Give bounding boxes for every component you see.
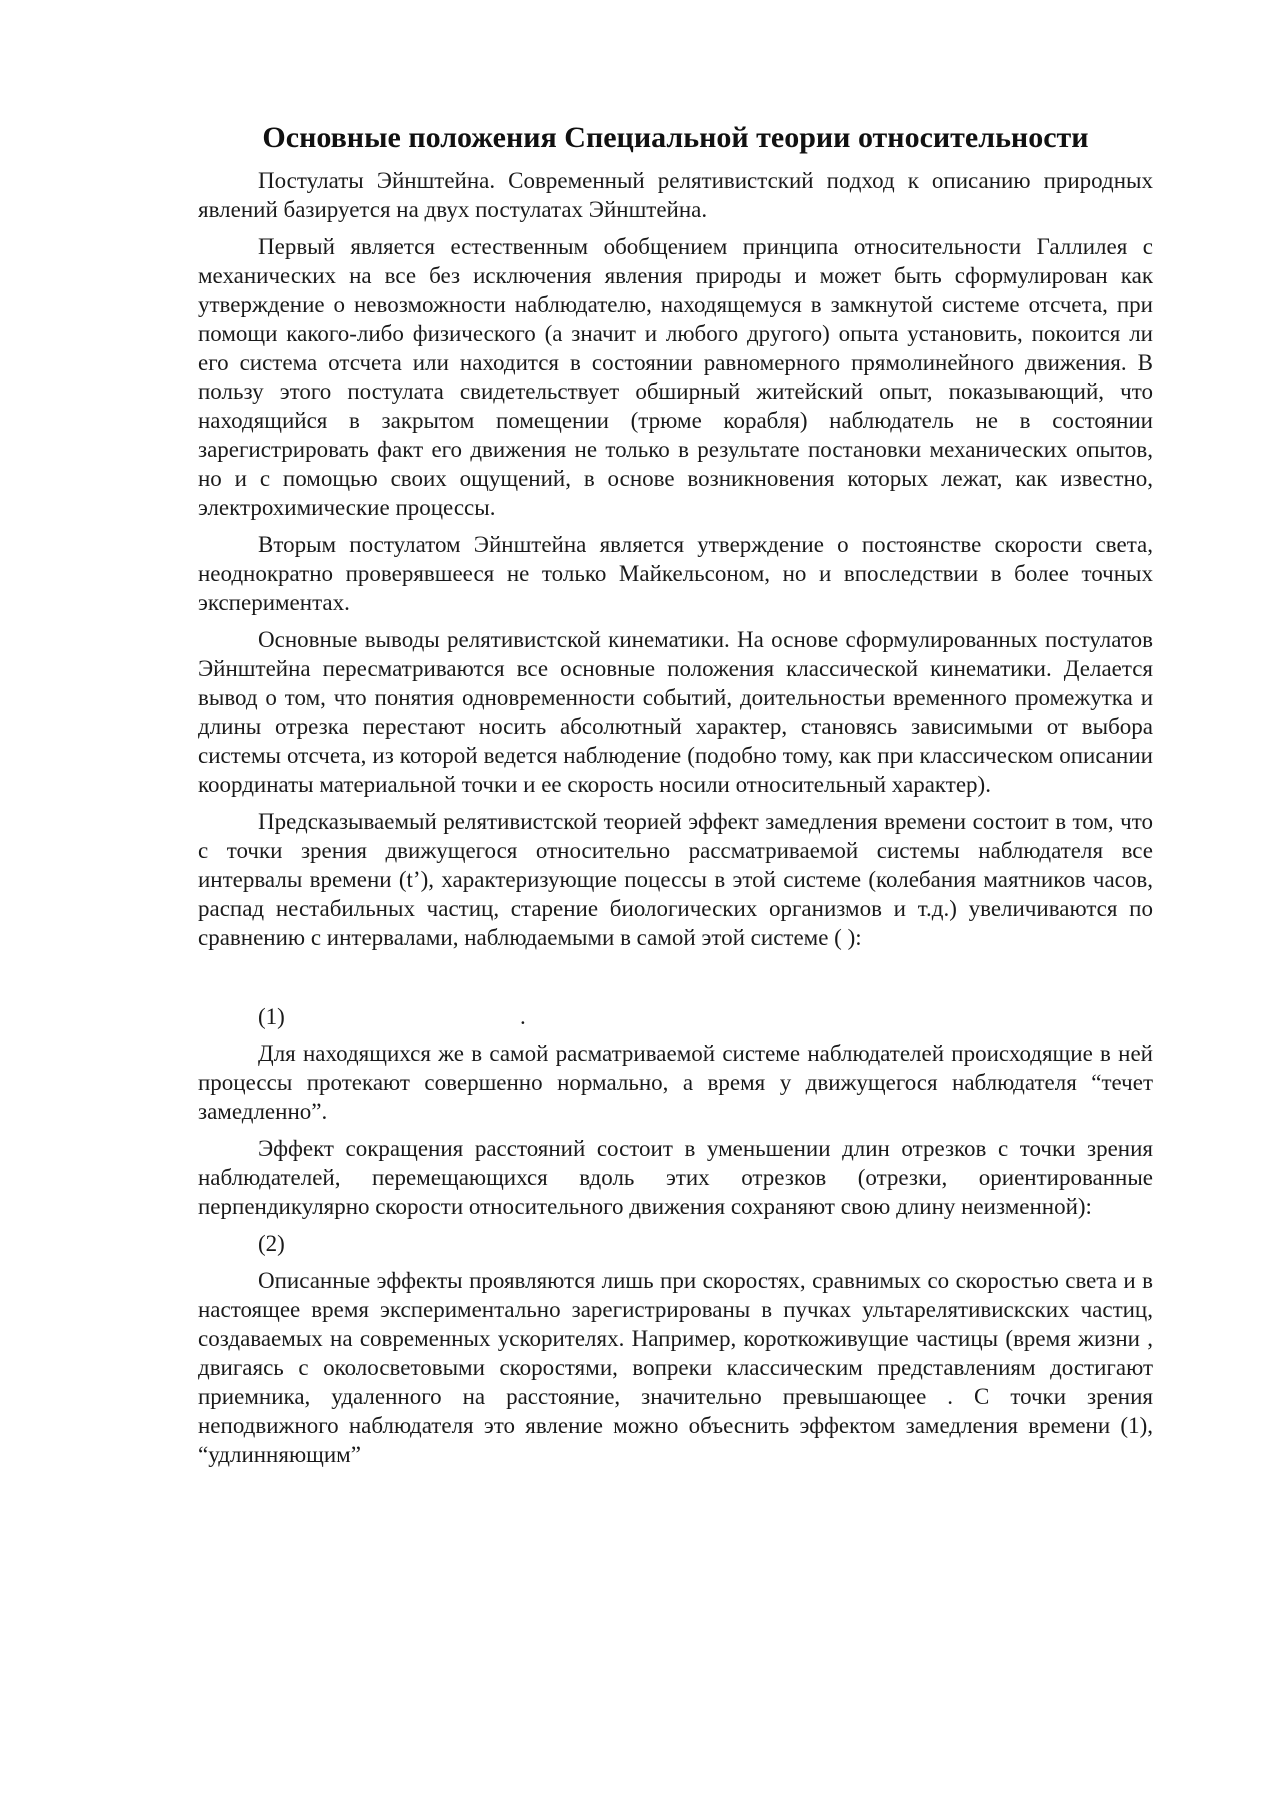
paragraph-first-postulate: Первый является естественным обобщением принципа относительности Галлилея с механических на все без исключения явления природы и может быть сформулирован как утверждение о невозможности наблюдателю, находящемуся в замкнутой системе отсчета, при помощи какого-либо физического (а значит и любого другого) опыта установить, покоится ли его система отсчета или находится в состоянии равномерного прямолинейного движения. В пользу этого постулата свидетельствует обширный житейский опыт, показывающий, что находящийся в закрытом помещении (трюме корабля) наблюдатель не в состоянии зарегистрировать факт его движения не только в результате постановки механических опытов, но и с помощью своих ощущений, в основе возникновения которых лежат, как известно, электрохимические процессы. (198, 234, 1153, 520)
equation-1-number: (1) (258, 1004, 285, 1029)
paragraph-postulates-intro: Постулаты Эйнштейна. Современный релятивистский подход к описанию природных явлений базируется на двух постулатах Эйнштейна. (198, 168, 1153, 222)
equation-2-number: (2) (258, 1231, 285, 1256)
document-title: Основные положения Специальной теории относительности (262, 121, 1089, 154)
equation-1-trailing: . (520, 1004, 526, 1029)
paragraph-relativistic-kinematics: Основные выводы релятивистской кинематики. На основе сформулированных постулатов Эйнштейна пересматриваются все основные положения классической кинематики. Делается вывод о том, что понятия одновременности событий, доительностьи временного промежутка и длины отрезка перестают носить абсолютный характер, становясь зависимыми от выбора системы отсчета, из которой ведется наблюдение (подобно тому, как при классическом описании координаты материальной точки и ее скорость носили относительный характер). (198, 627, 1153, 797)
paragraph-time-dilation: Предсказываемый релятивистской теорией эффект замедления времени состоит в том, что с точки зрения движущегося относительно рассматриваемой системы наблюдателя все интервалы времени (t’), характеризующие поцессы в этой системе (колебания маятников часов, распад нестабильных частиц, старение биологических организмов и т.д.) увеличиваются по сравнению с интервалами, наблюдаемыми в самой этой системе ( ): (198, 809, 1153, 950)
equation-1 (198, 1002, 1153, 1031)
equation-1-formula-area (198, 952, 1153, 1002)
paragraph-second-postulate: Вторым постулатом Эйнштейна является утверждение о постоянстве скорости света, неоднократно проверявшееся не только Майкельсоном, но и впоследствии в более точных экспериментах. (198, 532, 1153, 615)
paragraph-effects-observed: Описанные эффекты проявляются лишь при скоростях, сравнимых со скоростью света и в настоящее время экспериментально зарегистрированы в пучках ультарелятивискских частиц, создаваемых на современных ускорителях. Например, короткоживущие частицы (время жизни , двигаясь с околосветовыми скоростями, вопреки классическим представлениям достигают приемника, удаленного на расстояние, значительно превышающее . С точки зрения неподвижного наблюдателя это явление можно объеснить эффектом замедления времени (1), “удлинняющим” (198, 1268, 1153, 1467)
paragraph-length-contraction: Эффект сокращения расстояний состоит в уменьшении длин отрезков с точки зрения наблюдателей, перемещающихся вдоль этих отрезков (отрезки, ориентированные перпендикулярно скорости относительного движения сохраняют свою длину неизменной): (198, 1136, 1153, 1219)
paragraph-observers: Для находящихся же в самой расматриваемой системе наблюдателей происходящие в ней процессы протекают совершенно нормально, а время у движущегося наблюдателя “течет замедленно”. (198, 1041, 1153, 1124)
equation-2 (198, 1229, 1153, 1258)
document-page (198, 118, 1153, 1477)
